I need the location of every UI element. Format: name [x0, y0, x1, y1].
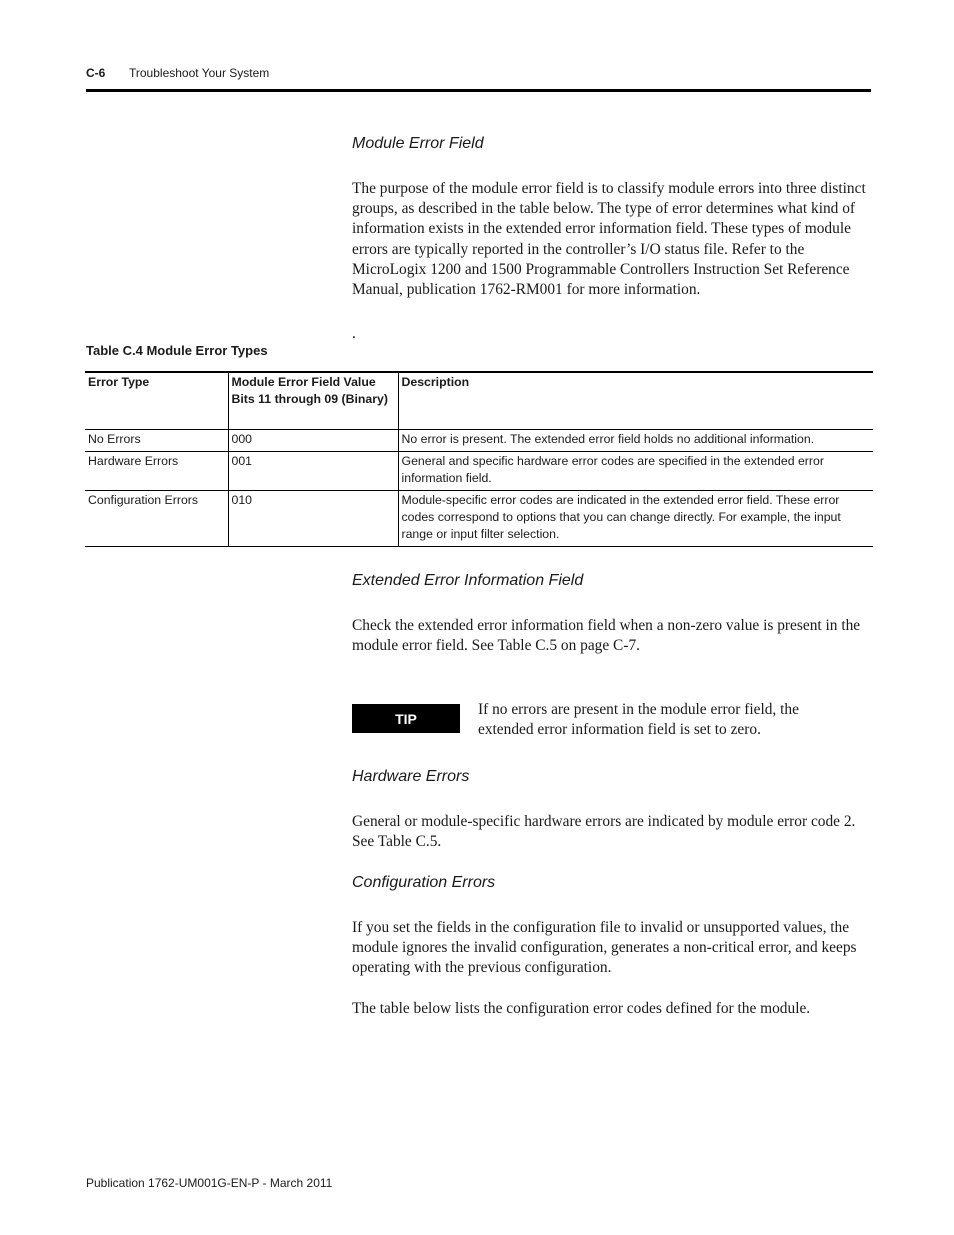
hardware-errors-paragraph: General or module-specific hardware errors are indicated by module error code 2. See Table C.5.	[352, 813, 856, 851]
module-error-types-table	[85, 371, 873, 547]
column-header: Error Type	[85, 372, 228, 430]
footer-publication: Publication 1762-UM001G-EN-P - March 2011	[86, 1176, 333, 1190]
column-header: Module Error Field Value Bits 11 through 09 (Binary)	[228, 372, 398, 430]
column-header: Description	[398, 372, 873, 430]
table-cell: 010	[228, 491, 398, 547]
chapter-title: Troubleshoot Your System	[129, 66, 270, 80]
table-cell: Hardware Errors	[85, 452, 228, 491]
page-number: C-6	[86, 66, 106, 80]
extended-error-paragraph: Check the extended error information field when a non-zero value is present in the module error field. See Table C.5 on page C-7.	[352, 617, 861, 655]
tip-text: If no errors are present in the module error field, the extended error information field is set to zero.	[478, 701, 799, 739]
table-row	[85, 452, 873, 491]
stray-period: .	[352, 325, 356, 342]
configuration-errors-paragraph-2: The table below lists the configuration error codes defined for the module.	[352, 1000, 811, 1017]
section-heading-hardware-errors: Hardware Errors	[352, 768, 470, 785]
table-cell: 001	[228, 452, 398, 491]
table-row	[85, 430, 873, 452]
table-row	[85, 491, 873, 547]
section-heading-configuration-errors: Configuration Errors	[352, 874, 496, 891]
table-cell: No error is present. The extended error field holds no additional information.	[398, 430, 873, 452]
page-header	[86, 66, 270, 80]
module-error-field-paragraph: The purpose of the module error field is to classify module errors into three distinct groups, as described in the table below. The type of error determines what kind of information exists in the extended error information field. These types of module errors are typically reported in the controller’s I/O status file. Refer to the MicroLogix 1200 and 1500 Programmable Controllers Instruction Set Reference Manual, publication 1762-RM001 for more information.	[352, 180, 866, 299]
table-cell: 000	[228, 430, 398, 452]
table-caption: Table C.4 Module Error Types	[86, 343, 268, 358]
configuration-errors-paragraph-1: If you set the fields in the configuration file to invalid or unsupported values, the module ignores the invalid configuration, generates a non-critical error, and keeps operating with the previous configuration.	[352, 919, 857, 977]
table-cell: General and specific hardware error codes are specified in the extended error information field.	[398, 452, 873, 491]
table-header-row	[85, 372, 873, 430]
table-cell: No Errors	[85, 430, 228, 452]
section-heading-module-error-field: Module Error Field	[352, 135, 484, 152]
table-cell: Module-specific error codes are indicated in the extended error field. These error codes correspond to options that you can change directly. For example, the input range or input filter selection.	[398, 491, 873, 547]
tip-label: TIP	[352, 704, 460, 733]
header-rule	[86, 89, 871, 92]
table-cell: Configuration Errors	[85, 491, 228, 547]
section-heading-extended-error: Extended Error Information Field	[352, 572, 584, 589]
